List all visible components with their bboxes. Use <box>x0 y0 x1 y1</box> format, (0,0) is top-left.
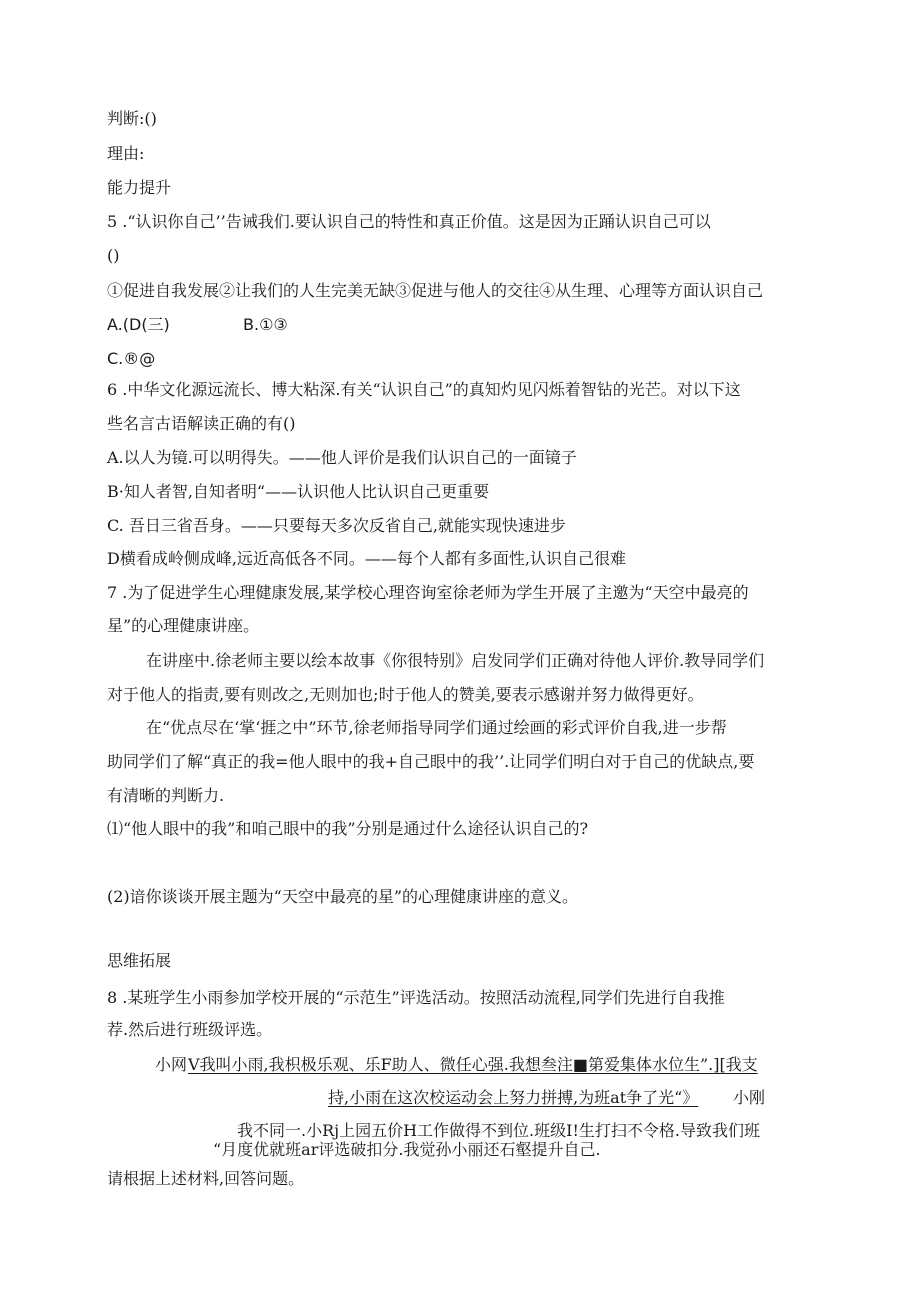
q6-option-d: D横看成岭侧成峰,远近高低各不同。——每个人都有多面性,认识自己很难 <box>107 549 627 568</box>
q6-stem-cont: 些名言古语解读正确的有() <box>107 414 296 433</box>
q6-stem: 6 .中华文化源远流长、博大粘深.有关“认识自己”的真知灼见闪烁着智钻的光芒。对以下这 <box>107 380 741 399</box>
q5-option-b: B.①③ <box>243 315 288 334</box>
dialogue-line-cont: “月度优就班ar评选破扣分.我觉孙小丽还石壑提升自己. <box>213 1140 601 1159</box>
q8-stem-cont: 荐.然后进行班级评选。 <box>107 1020 273 1039</box>
q8-prompt: 请根据上述材料,回答问题。 <box>107 1169 305 1188</box>
q5-stem-blank: () <box>107 246 120 265</box>
q6-option-a: A.以人为镜.可以明得失。——他人评价是我们认识自己的一面镜子 <box>107 448 577 467</box>
q5-option-a: A.(D(三) <box>107 315 170 334</box>
section-heading-ability: 能力提升 <box>107 178 172 197</box>
q7-stem: 7 .为了促进学生心理健康发展,某学校心理咨询室徐老师为学生开展了主邀为“天空中最亮的 <box>107 583 749 602</box>
quote-line-cont: 持,小雨在这次校运动会上努力拼搏,为班at争了光“》 <box>328 1088 699 1107</box>
q7-subquestion-1: ⑴“他人眼中的我”和咱己眼中的我”分别是通过什么途径认识自己的? <box>107 819 589 838</box>
q5-statements: ①促进自我发展②让我们的人生完美无缺③促进与他人的交往④从生理、心理等方面认识自己 <box>107 281 764 300</box>
speaker-label: 小网 <box>155 1055 188 1074</box>
q7-paragraph-2: 在“优点尽在‘掌‘捱之中”环节,徐老师指导同学们通过绘画的彩式评价自我,进一步帮 <box>146 718 727 737</box>
reason-line: 理由: <box>107 144 145 163</box>
q7-paragraph-2-end: 有清晰的判断力. <box>107 786 225 805</box>
q7-subquestion-2: (2)谙你谈谈开展主题为“天空中最亮的星”的心理健康讲座的意义。 <box>107 887 579 906</box>
judgment-line: 判断:() <box>107 109 157 128</box>
q8-stem: 8 .某班学生小雨参加学校开展的“示范生”评选活动。按照活动流程,同学们先进行自我推 <box>107 988 725 1007</box>
section-heading-thinking: 思维拓展 <box>107 951 172 970</box>
q6-option-b: B·知人者智,自知者明“——认识他人比认识自己更重要 <box>107 482 490 501</box>
q7-paragraph-1-cont: 对于他人的指责,要有则改之,无则加也;时于他人的赞美,要表示感谢并努力做得更好。 <box>107 685 704 704</box>
q5-stem: 5 .“认识你自己’’告诫我们.要认识自己的特性和真正价值。这是因为正踊认识自己可以 <box>107 212 711 231</box>
q6-option-c: C. 吾日三省吾身。——只要每天多次反省自己,就能实现快速进步 <box>107 516 566 535</box>
q7-stem-cont: 星”的心理健康讲座。 <box>107 616 260 635</box>
quote-line: V我叫小雨,我枳极乐观、乐F助人、微任心强.我想叁注■第爱集体水位生”.][我支 <box>188 1055 758 1074</box>
q7-paragraph-2-cont: 助同学们了解“真正的我=他人眼中的我+自己眼中的我’’.让同学们明白对于自己的优缺点,要 <box>107 752 755 771</box>
dialogue-line: 我不同一.小Rj上园五价H工作做得不到位.班级I!生打扫不令格.导致我们班 <box>237 1121 760 1140</box>
q5-option-c: C.®@ <box>107 349 156 368</box>
speaker-label-2: 小刚 <box>733 1088 766 1107</box>
q7-paragraph-1: 在讲座中.徐老师主要以绘本故事《你很特别》启发同学们正确对待他人评价.教导同学们 <box>146 651 765 670</box>
